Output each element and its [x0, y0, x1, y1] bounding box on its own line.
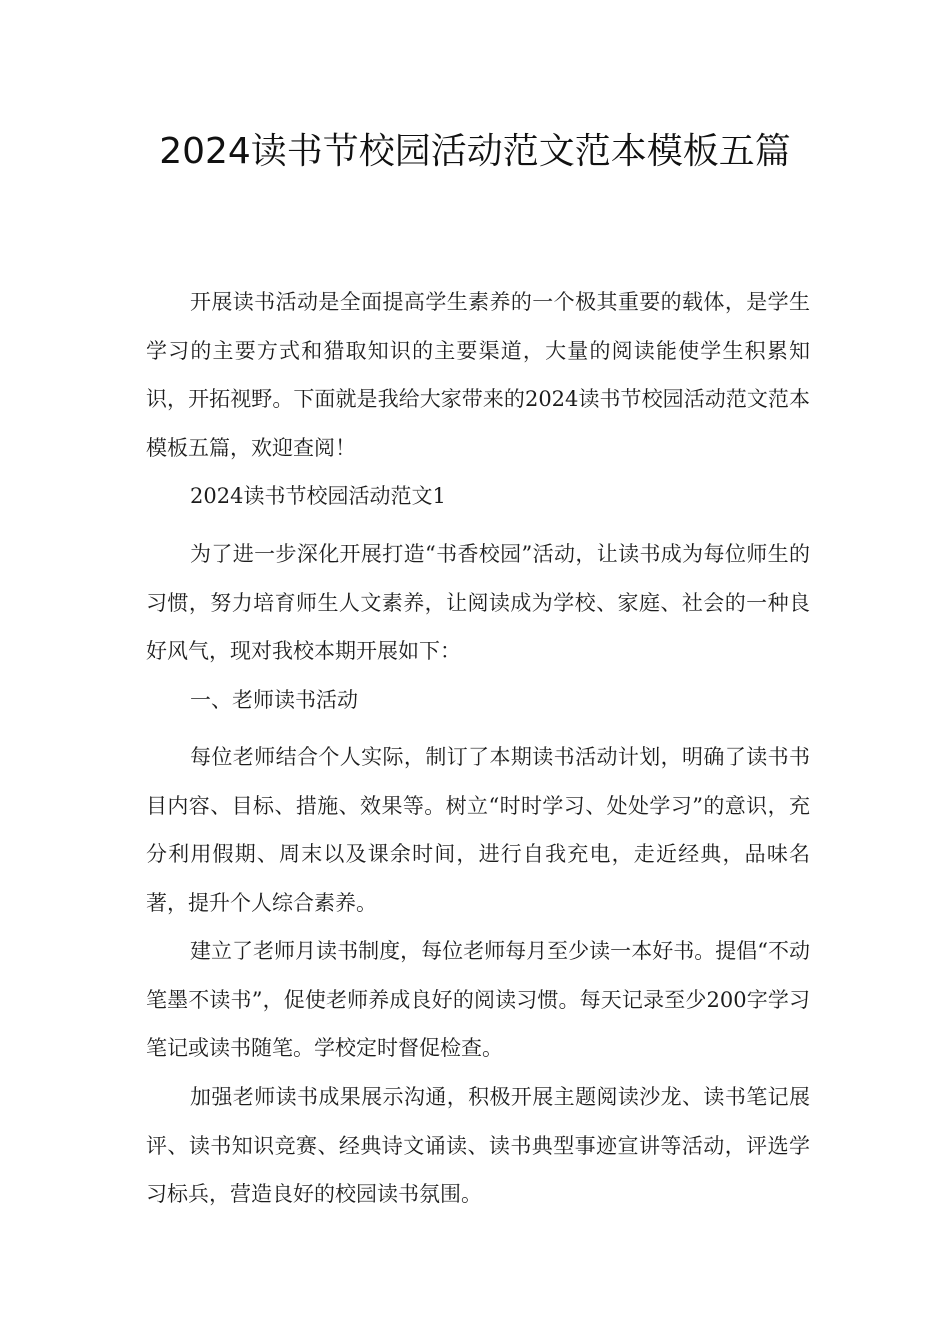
- essay-1-paragraph-3: 建立了老师月读书制度，每位老师每月至少读一本好书。提倡“不动笔墨不读书”，促使老师养成良好的阅读习惯。每天记录至少200字学习笔记或读书随笔。学校定时督促检查。: [146, 939, 810, 1060]
- essay-1-paragraph-2: 每位老师结合个人实际，制订了本期读书活动计划，明确了读书书目内容、目标、措施、效果等。树立“时时学习、处处学习”的意识，充分利用假期、周末以及课余时间，进行自我充电，走近经典，品味名著，提升个人综合素养。: [146, 745, 810, 915]
- essay-1-paragraph-1: 为了进一步深化开展打造“书香校园”活动，让读书成为每位师生的习惯，努力培育师生人文素养，让阅读成为学校、家庭、社会的一种良好风气，现对我校本期开展如下：: [146, 542, 810, 663]
- document-title: 2024读书节校园活动范文范本模板五篇: [159, 131, 791, 172]
- subheading-teacher-reading: 一、老师读书活动: [190, 688, 358, 712]
- section-heading-essay-1: 2024读书节校园活动范文1: [190, 484, 446, 508]
- essay-1-paragraph-4: 加强老师读书成果展示沟通，积极开展主题阅读沙龙、读书笔记展评、读书知识竞赛、经典诗文诵读、读书典型事迹宣讲等活动，评选学习标兵，营造良好的校园读书氛围。: [146, 1085, 810, 1206]
- intro-paragraph: 开展读书活动是全面提高学生素养的一个极其重要的载体，是学生学习的主要方式和猎取知识的主要渠道，大量的阅读能使学生积累知识，开拓视野。下面就是我给大家带来的2024读书节校园活动范文范本模板五篇，欢迎查阅！: [146, 290, 810, 460]
